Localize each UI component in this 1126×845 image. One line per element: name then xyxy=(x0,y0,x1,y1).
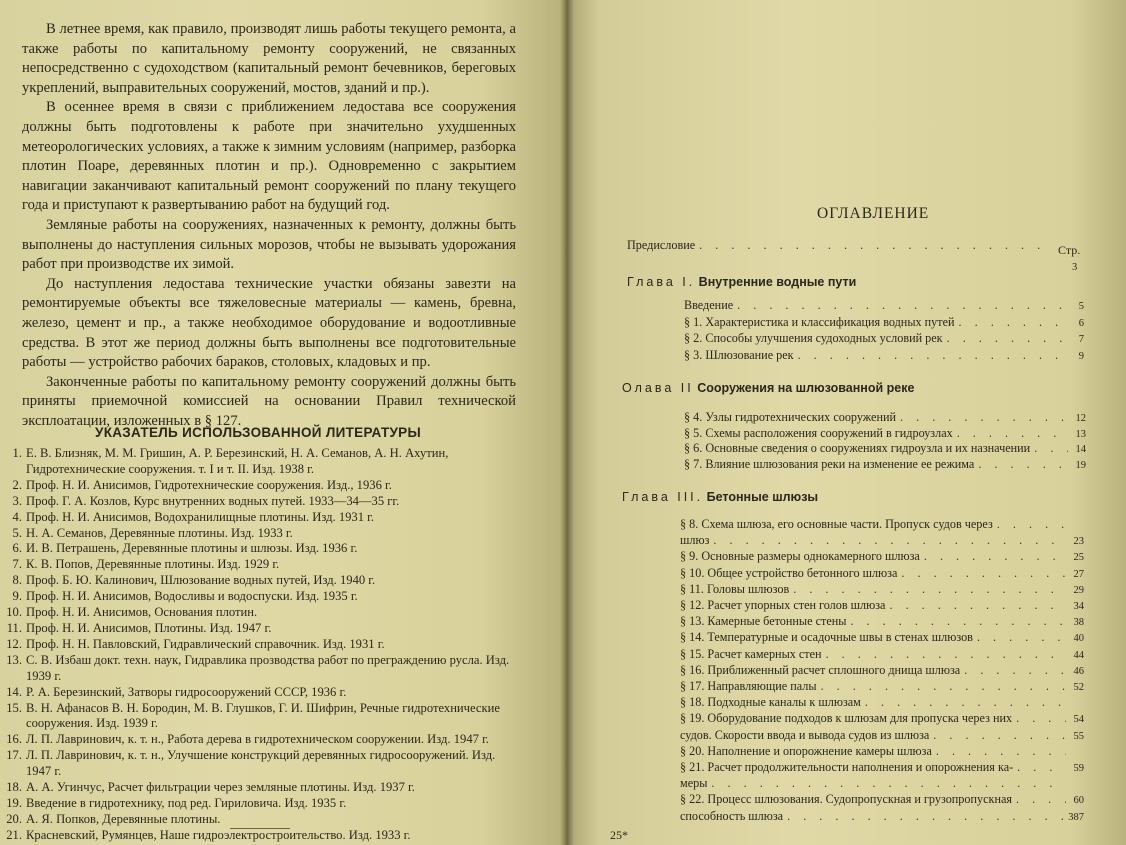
toc-leader xyxy=(1017,760,1066,775)
chapter-heading-1 xyxy=(627,275,856,289)
reference-number: 19. xyxy=(6,795,22,810)
chapter-prefix: Глава I. xyxy=(627,275,696,289)
toc-entry xyxy=(680,630,1084,645)
paragraph: Земляные работы на сооружениях, назначенных к ремонту, должны быть выполнены до наступления сильных морозов, чтобы не вызывать удорожания работ при производстве их зимой. xyxy=(22,216,516,273)
toc-leader xyxy=(957,426,1068,441)
chapter-title: Бетонные шлюзы xyxy=(706,490,819,504)
reference-number: 18. xyxy=(6,780,22,795)
toc-leader xyxy=(924,549,1066,564)
reference-number: 5. xyxy=(12,525,22,540)
toc-leader xyxy=(1016,792,1066,807)
reference-text: А. Я. Попков, Деревянные плотины. xyxy=(26,811,221,826)
toc-leader xyxy=(850,614,1066,629)
toc-entry-label: судов. Скорости ввода и вывода судов из шлюза xyxy=(680,727,930,742)
reference-number: 3. xyxy=(12,493,22,508)
toc-entry xyxy=(680,760,1084,775)
toc-leader xyxy=(959,315,1066,330)
toc-entry-label: § 10. Общее устройство бетонного шлюза xyxy=(680,565,898,580)
reference-number: 1. xyxy=(12,446,22,460)
paragraph: До наступления ледостава технические участки обязаны завезти на ремонтируемые объекты все тяжеловесные материалы — камень, бревна, железо, цемент и пр., а также необходимое оборудование и водоотливные средства. В этот же период должны быть выполнены все подготовительные работы — устройство рабочих бараков, столовых, кладовых и пр. xyxy=(22,275,516,371)
toc-entry xyxy=(680,776,1084,791)
toc-entry-label: § 19. Оборудование подходов к шлюзам для пропуска через них xyxy=(680,711,1013,726)
toc-entry xyxy=(680,549,1084,564)
toc-page-number: 59 xyxy=(1073,763,1084,774)
toc-entry-label: § 11. Головы шлюзов xyxy=(680,581,790,596)
toc-leader xyxy=(936,744,1066,759)
reference-number: 4. xyxy=(12,509,22,524)
toc-entry-label: Предисловие xyxy=(627,238,696,252)
toc-leader xyxy=(1034,441,1068,456)
toc-entry xyxy=(684,315,1084,330)
toc-leader xyxy=(713,533,1066,548)
reference-number: 15. xyxy=(6,700,22,715)
toc-page-number: 29 xyxy=(1073,584,1084,596)
reference-text: Проф. Н. И. Анисимов, Основания плотин. xyxy=(26,605,258,620)
reference-number: 10. xyxy=(6,605,22,620)
toc-page-number: 387 xyxy=(1068,811,1084,823)
toc-leader xyxy=(901,566,1066,581)
toc-page-number: 54 xyxy=(1073,714,1084,726)
reference-text: Проф. Н. И. Анисимов, Плотины. Изд. 1947 г. xyxy=(26,620,272,635)
toc-entry xyxy=(680,663,1084,678)
toc-leader xyxy=(711,776,1066,791)
reference-text: Проф. Н. И. Анисимов, Водосливы и водоспуски. Изд. 1935 г. xyxy=(26,589,358,604)
reference-text: Проф. Г. А. Козлов, Курс внутренних водных путей. 1933—34—35 гг. xyxy=(26,493,400,508)
toc-entry-label: § 20. Наполнение и опорожнение камеры шлюза xyxy=(680,743,932,758)
toc-page-number: 25 xyxy=(1073,552,1084,564)
footnote-rule xyxy=(230,828,290,829)
toc-page-number: 14 xyxy=(1075,444,1086,455)
toc-leader xyxy=(889,598,1066,613)
reference-item xyxy=(4,494,514,510)
toc-entry xyxy=(684,441,1086,456)
toc-entry xyxy=(680,582,1084,597)
toc-page-number: 27 xyxy=(1073,568,1084,580)
reference-item xyxy=(4,557,514,573)
toc-entry xyxy=(684,348,1084,363)
toc-page-number: 19 xyxy=(1075,459,1086,471)
toc-page-number: 34 xyxy=(1073,601,1084,612)
reference-text: Р. А. Березинский, Затворы гидросооружений СССР, 1936 г. xyxy=(26,684,347,699)
toc-entry-label: § 7. Влияние шлюзования реки на изменение ее режима xyxy=(684,456,975,471)
toc-entry-label: § 3. Шлюзование рек xyxy=(684,347,794,362)
reference-item xyxy=(4,541,514,557)
toc-entry xyxy=(680,598,1084,613)
reference-text: С. В. Избаш докт. техн. наук, Гидравлика прозводства работ по преграждению русла. Изд. 1939 г. xyxy=(26,652,510,683)
reference-item xyxy=(4,780,514,796)
reference-item xyxy=(4,701,514,733)
reference-number: 17. xyxy=(6,748,22,763)
reference-text: Л. П. Лавринович, к. т. н., Улучшение конструкций деревянных гидросооружений. Изд. 1947 г. xyxy=(26,748,496,779)
toc-entry xyxy=(680,744,1084,759)
toc-entry xyxy=(680,566,1084,581)
toc-entry-label: § 22. Процесс шлюзования. Судопропускная и грузопропускная xyxy=(680,792,1012,807)
toc-entry-label: § 15. Расчет камерных стен xyxy=(680,646,822,661)
toc-page-number: 3 xyxy=(1072,262,1078,273)
toc-entry xyxy=(680,695,1084,710)
chapter-heading-3 xyxy=(622,490,818,504)
reference-item xyxy=(4,526,514,542)
toc-entry-label: § 17. Направляющие палы xyxy=(680,679,817,693)
toc-entry xyxy=(684,298,1084,313)
toc-page-number: 12 xyxy=(1075,413,1086,424)
reference-number: 20. xyxy=(6,811,22,826)
toc-entry-label: § 2. Способы улучшения судоходных условий рек xyxy=(684,331,943,345)
reference-item xyxy=(4,732,514,748)
reference-number: 2. xyxy=(12,477,22,492)
signature-mark: 25* xyxy=(610,828,628,842)
reference-number: 12. xyxy=(6,636,22,651)
toc-leader xyxy=(865,695,1066,710)
reference-text: Проф. Б. Ю. Калинович, Шлюзование водных путей, Изд. 1940 г. xyxy=(26,573,376,588)
page-column-label: Стр. xyxy=(1058,243,1081,257)
reference-text: И. В. Петрашень, Деревянные плотины и шлюзы. Изд. 1936 г. xyxy=(26,541,358,556)
reference-number: 8. xyxy=(12,573,22,588)
reference-number: 14. xyxy=(6,684,22,699)
toc-entry-label: § 4. Узлы гидротехнических сооружений xyxy=(684,410,897,424)
toc-entry-label: § 14. Температурные и осадочные швы в стенах шлюзов xyxy=(680,630,973,645)
chapter-heading-2 xyxy=(622,381,914,395)
toc-page-number: 60 xyxy=(1073,795,1084,807)
toc-page-number: 9 xyxy=(1078,350,1084,362)
reference-text: Проф. Н. И. Анисимов, Гидротехнические сооружения. Изд., 1936 г. xyxy=(26,477,392,492)
reference-item xyxy=(4,478,514,494)
toc-entry-label: § 21. Расчет продолжительности наполнения и опорожнения ка- xyxy=(680,760,1014,774)
toc-entry xyxy=(680,792,1084,807)
toc-entry xyxy=(680,679,1084,694)
toc-entry-label: § 12. Расчет упорных стен голов шлюза xyxy=(680,598,886,612)
paragraph: В летнее время, как правило, производят лишь работы текущего ремонта, а также работы по капитальному ремонту сооружений, не связанных непосредственно с судоходством (капитальный ремонт бечевников, береговых укреплений, выправительных сооружений, мостов, зданий и пр.). xyxy=(22,21,516,96)
toc-leader xyxy=(997,517,1066,532)
paragraph: Законченные работы по капитальному ремонту сооружений должны быть приняты приемочной комиссией на основании Правил технической эксплоатации, изложенных в § 127. xyxy=(22,373,516,429)
reference-text: А. А. Угинчус, Расчет фильтрации через земляные плотины. Изд. 1937 г. xyxy=(26,780,415,795)
toc-leader xyxy=(793,582,1066,597)
toc-page-number: 13 xyxy=(1075,428,1086,440)
reference-number: 7. xyxy=(12,557,22,572)
reference-item xyxy=(4,828,514,844)
toc-leader xyxy=(978,457,1068,472)
toc-leader xyxy=(821,679,1066,694)
toc-entry xyxy=(680,647,1084,662)
toc-leader xyxy=(964,663,1066,678)
reference-number: 21. xyxy=(6,827,22,842)
reference-text: Красневский, Румянцев, Наше гидроэлектростроительство. Изд. 1933 г. xyxy=(26,827,411,842)
reference-number: 9. xyxy=(12,589,22,604)
toc-entry xyxy=(680,728,1084,743)
toc-entry-label: Введение xyxy=(684,298,734,312)
toc-entry xyxy=(684,410,1086,425)
reference-text: Е. В. Близняк, М. М. Гришин, А. Р. Березинский, Н. А. Семанов, А. Н. Ахутин, Гидротехнические сооружения. т. I и т. II. Изд. 1938 г. xyxy=(26,446,449,476)
toc-leader xyxy=(787,809,1064,824)
references-list xyxy=(4,446,514,844)
toc-page-number: 40 xyxy=(1073,633,1084,645)
reference-item xyxy=(4,446,514,478)
references-title: УКАЗАТЕЛЬ ИСПОЛЬЗОВАННОЙ ЛИТЕРАТУРЫ xyxy=(95,425,422,440)
toc-entry xyxy=(680,711,1084,726)
toc-entry xyxy=(684,426,1086,441)
toc-entry-label: § 8. Схема шлюза, его основные части. Пропуск судов через xyxy=(680,517,993,531)
chapter-title: Сооружения на шлюзованной реке xyxy=(697,381,915,395)
book-gutter xyxy=(560,0,574,845)
toc-entry-label: § 1. Характеристика и классификация водных путей xyxy=(684,314,955,329)
toc-entry-label: § 16. Приближенный расчет сплошного днища шлюза xyxy=(680,662,961,677)
toc-page-number: 44 xyxy=(1073,649,1084,661)
toc-entry-preface xyxy=(627,238,1053,253)
reference-item xyxy=(4,605,514,621)
toc-entry xyxy=(684,331,1084,346)
reference-item xyxy=(4,589,514,605)
toc-entry xyxy=(680,614,1084,629)
toc-entry-label: § 6. Основные сведения о сооружениях гидроузла и их назначении xyxy=(684,441,1031,455)
reference-item xyxy=(4,796,514,812)
toc-entry-label: § 9. Основные размеры однокамерного шлюза xyxy=(680,549,920,564)
reference-text: Проф. Н. Н. Павловский, Гидравлический справочник. Изд. 1931 г. xyxy=(26,636,385,651)
reference-number: 11. xyxy=(6,620,22,635)
reference-number: 16. xyxy=(6,732,22,747)
toc-entry-label: способность шлюза xyxy=(680,808,784,823)
paragraph: В осеннее время в связи с приближением ледостава все сооружения должны быть подготовлены к работе при значительно ухудшенных метеорологических условиях, а также к зимним условиям (например, разборка плотин Поаре, деревянных плотин и пр.). Одновременно с закрытием навигации заканчивают капитальный ремонт сооружений по плану текущего года и приступают к развертыванию работ на будущий год. xyxy=(22,99,516,214)
toc-leader xyxy=(699,238,1049,253)
toc-page-number: 5 xyxy=(1078,301,1084,312)
reference-text: К. В. Попов, Деревянные плотины. Изд. 1929 г. xyxy=(26,557,280,572)
toc-leader xyxy=(826,647,1066,662)
reference-text: В. Н. Афанасов В. Н. Бородин, М. В. Глушков, Г. И. Шифрин, Речные гидротехнические сооружения. Изд. 1939 г. xyxy=(26,700,500,731)
toc-leader xyxy=(798,348,1066,363)
toc-page-number: 46 xyxy=(1073,665,1084,677)
reference-text: Н. А. Семанов, Деревянные плотины. Изд. 1933 г. xyxy=(26,525,293,540)
body-text xyxy=(22,20,516,431)
chapter-title: Внутренние водные пути xyxy=(698,275,857,289)
toc-entry-label: § 13. Камерные бетонные стены xyxy=(680,614,847,629)
chapter-prefix: Олава II xyxy=(622,381,694,395)
reference-item xyxy=(4,637,514,653)
reference-item xyxy=(4,510,514,526)
toc-leader xyxy=(900,410,1068,425)
reference-text: Л. П. Лавринович, к. т. н., Работа дерева в гидротехническом сооружении. Изд. 1947 г. xyxy=(26,732,489,747)
reference-text: Введение в гидротехнику, под ред. Гириловича. Изд. 1935 г. xyxy=(26,795,347,810)
toc-entry xyxy=(680,809,1084,824)
reference-number: 13. xyxy=(6,652,22,667)
reference-item xyxy=(4,573,514,589)
reference-item xyxy=(4,812,514,828)
reference-text: Проф. Н. И. Анисимов, Водохранилищные плотины. Изд. 1931 г. xyxy=(26,509,375,524)
toc-page-number: 23 xyxy=(1073,536,1084,548)
toc-entry xyxy=(684,457,1086,472)
reference-item xyxy=(4,653,514,685)
toc-title: ОГЛАВЛЕНИЕ xyxy=(817,205,930,222)
toc-leader xyxy=(1016,711,1066,726)
toc-page-number: 38 xyxy=(1073,617,1084,629)
toc-entry-label: шлюз xyxy=(680,533,710,548)
chapter-prefix: Глава III. xyxy=(622,490,704,504)
toc-entry-label: § 18. Подходные каналы к шлюзам xyxy=(680,695,861,710)
toc-page-number: 52 xyxy=(1073,682,1084,693)
toc-leader xyxy=(933,728,1066,743)
toc-entry-label: § 5. Схемы расположения сооружений в гидроузлах xyxy=(684,425,953,440)
reference-number: 6. xyxy=(12,541,22,556)
toc-entry xyxy=(680,517,1084,532)
toc-entry xyxy=(680,533,1084,548)
toc-page-number: 55 xyxy=(1073,730,1084,742)
toc-page-number: 6 xyxy=(1078,317,1084,329)
toc-entry-label: меры xyxy=(680,776,708,791)
toc-leader xyxy=(977,630,1066,645)
toc-leader xyxy=(947,331,1066,346)
reference-item xyxy=(4,685,514,701)
reference-item xyxy=(4,621,514,637)
reference-item xyxy=(4,748,514,780)
toc-page-number: 7 xyxy=(1078,334,1084,345)
toc-leader xyxy=(737,298,1066,313)
